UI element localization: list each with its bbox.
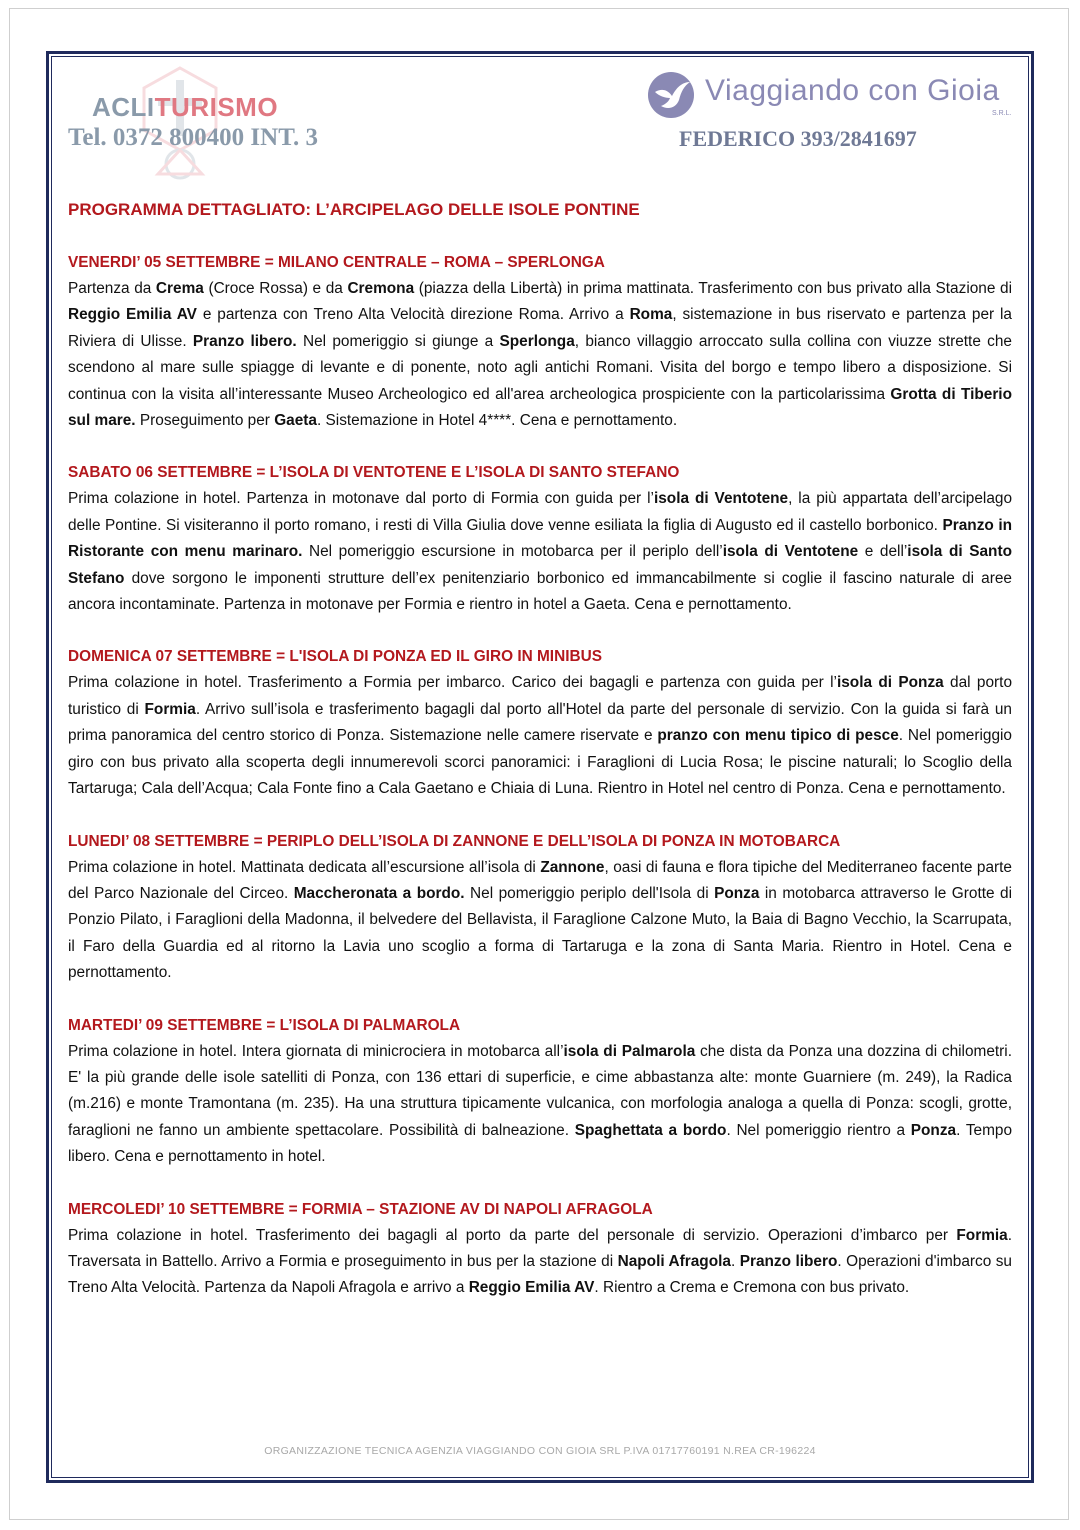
body-text: . Sistemazione in Hotel 4****. Cena e pernottamento. xyxy=(316,412,678,430)
acli-logo-part2: TURISMO xyxy=(154,92,279,122)
body-text: . Operazioni d'imbarco su Treno Alta Velocità. Partenza da Napoli Afragola e arrivo a xyxy=(68,1252,1012,1297)
body-text: (piazza della Libertà) in prima mattinata. Trasferimento con bus privato alla Stazione di xyxy=(414,280,1012,297)
body-text: , oasi di fauna e flora tipiche del Mediterraneo facente parte del Parco Nazionale del Circeo. xyxy=(68,858,1012,902)
highlight-text: Pranzo libero xyxy=(739,1252,838,1270)
body-text: Prima colazione in hotel. Partenza in motonave dal porto di Formia con guida per l’ xyxy=(68,490,654,508)
highlight-text: isola di Ventotene xyxy=(722,543,859,561)
body-text: , la più appartata dell’arcipelago delle Pontine. Si visiteranno il porto romano, i resti di Villa Giulia dove venne esiliata la figlia di Augusto ed il castello borbonico. xyxy=(68,490,1012,534)
highlight-text: pranzo con menu tipico di pesce xyxy=(657,727,899,745)
body-text: Nel pomeriggio si giunge a xyxy=(296,332,500,350)
highlight-text: Formia xyxy=(144,700,196,718)
body-text: , sistemazione in bus riservato e partenza per la Riviera di Ulisse. xyxy=(68,306,1012,350)
day-description xyxy=(68,1039,1012,1171)
body-text: e partenza con Treno Alta Velocità direzione Roma. Arrivo a xyxy=(196,306,630,324)
body-text: Nel pomeriggio periplo dell'Isola di xyxy=(464,884,715,902)
day-description xyxy=(68,276,1012,434)
day-title: SABATO 06 SETTEMBRE = L’ISOLA DI VENTOTENE E L’ISOLA DI SANTO STEFANO xyxy=(68,464,680,482)
day-title: VENERDI’ 05 SETTEMBRE = MILANO CENTRALE – ROMA – SPERLONGA xyxy=(68,254,605,271)
day-description xyxy=(68,855,1012,987)
highlight-text: Napoli Afragola xyxy=(617,1252,731,1270)
body-text: . xyxy=(730,1252,740,1270)
highlight-text: Reggio Emilia AV xyxy=(68,306,197,324)
highlight-text: Crema xyxy=(155,280,204,297)
highlight-text: Ponza xyxy=(714,884,760,902)
highlight-text: isola di Palmarola xyxy=(563,1042,696,1060)
body-text: (Croce Rossa) e da xyxy=(203,280,348,297)
highlight-text: isola di Ventotene xyxy=(653,490,789,508)
body-text: che dista da Ponza una dozzina di chilometri. E' la più grande delle isole satelliti di Ponza, con 136 ettari di superficie, e cime abbastanza alte: monte Guarniere (m. 249), la Radica (m.216) e monte Tramontana (m. 235). Ha una struttura tipicamente vulcanica, con morfologia analoga a quella di Ponza: scogli, grotte, faraglioni ne fanno un ambiente spettacolare. Possibilità di balneazione. xyxy=(68,1042,1013,1139)
highlight-text: Reggio Emilia AV xyxy=(468,1279,595,1297)
highlight-text: Zannone xyxy=(540,858,605,876)
highlight-text: Grotta di Tiberio sul mare. xyxy=(68,385,1012,430)
body-text: e dell’ xyxy=(858,543,908,561)
day-description xyxy=(68,486,1012,618)
highlight-text: Maccheronata a bordo. xyxy=(293,884,465,902)
highlight-text: Sperlonga xyxy=(499,332,575,350)
acli-turismo-logo xyxy=(92,92,278,123)
highlight-text: Gaeta xyxy=(274,412,317,430)
body-text: . Nel pomeriggio giro con bus privato alla scoperta degli innumerevoli scorci panoramici: i Faraglioni di Lucia Rosa; le piscine naturali; lo Scoglio della Tartaruga; Cala dell’Acqua; Cala Fonte fino a Cala Gaetano e Chiaia di Luna. Rientro in Hotel nel centro di Ponza. Cena e pernottamento. xyxy=(68,727,1012,798)
document-title: PROGRAMMA DETTAGLIATO: L’ARCIPELAGO DELLE ISOLE PONTINE xyxy=(68,200,640,219)
highlight-text: Pranzo in Ristorante con menu marinaro. xyxy=(68,516,1012,561)
body-text: . Arrivo sull’isola e trasferimento bagagli dal porto all'Hotel da parte del personale di servizio. Con la guida si farà un prima panoramica del centro storico di Ponza. Sistemazione nelle camere riservate e xyxy=(68,700,1012,745)
highlight-text: Ponza xyxy=(910,1121,957,1139)
highlight-text: Pranzo libero. xyxy=(192,332,297,350)
day-title: DOMENICA 07 SETTEMBRE = L'ISOLA DI PONZA ED IL GIRO IN MINIBUS xyxy=(68,648,602,666)
body-text: Prima colazione in hotel. Trasferimento a Formia per imbarco. Carico dei bagagli e partenza con guida per l’ xyxy=(68,674,837,692)
dove-icon xyxy=(646,70,696,120)
acli-logo-part1: ACLI xyxy=(92,92,155,122)
highlight-text: Roma xyxy=(629,306,673,324)
brand-name: Viaggiando con Gioia xyxy=(705,74,1000,107)
program-content xyxy=(68,197,1012,1328)
highlight-text: isola di Santo Stefano xyxy=(68,543,1012,587)
body-text: . Rientro a Crema e Cremona con bus privato. xyxy=(594,1279,910,1297)
day-description xyxy=(68,670,1012,802)
body-text: Prima colazione in hotel. Mattinata dedicata all’escursione all’isola di xyxy=(68,858,541,876)
highlight-text: Formia xyxy=(956,1226,1008,1244)
day-title: MERCOLEDI’ 10 SETTEMBRE = FORMIA – STAZIONE AV DI NAPOLI AFRAGOLA xyxy=(68,1200,653,1218)
highlight-text: isola di Ponza xyxy=(836,674,944,692)
brand-contact: FEDERICO 393/2841697 xyxy=(679,126,917,151)
body-text: dal porto turistico di xyxy=(68,674,1013,718)
body-text: Nel pomeriggio escursione in motobarca per il periplo dell’ xyxy=(302,543,723,561)
body-text: . Traversata in Battello. Arrivo a Formia e proseguimento in bus per la stazione di xyxy=(68,1226,1012,1270)
highlight-text: Spaghettata a bordo xyxy=(574,1121,727,1139)
highlight-text: Cremona xyxy=(347,280,415,297)
day-title: MARTEDI’ 09 SETTEMBRE = L’ISOLA DI PALMAROLA xyxy=(68,1016,461,1034)
brand-suffix: S.R.L. xyxy=(992,110,1012,117)
day-title: LUNEDI’ 08 SETTEMBRE = PERIPLO DELL’ISOLA DI ZANNONE E DELL’ISOLA DI PONZA IN MOTOBARCA xyxy=(68,832,841,850)
body-text: Partenza da xyxy=(68,280,156,297)
body-text: , bianco villaggio arroccato sulla collina con viuzze strette che scendono al mare sulle spiagge di levante e di ponente, noto agli antichi Romani. Visita del borgo e tempo libero a disposizione. Si continua con la visita all’interessante Museo Archeologico ed all'area archeologica prospiciente con la particolarissima xyxy=(68,332,1012,403)
body-text: . Tempo libero. Cena e pernottamento in hotel. xyxy=(68,1121,1013,1166)
body-text: Prima colazione in hotel. Intera giornata di minicrociera in motobarca all’ xyxy=(68,1042,564,1060)
acli-phone: Tel. 0372 800400 INT. 3 xyxy=(68,124,319,151)
body-text: Prima colazione in hotel. Trasferimento dei bagagli al porto da parte del personale di servizio. Operazioni d’imbarco per xyxy=(68,1226,957,1244)
body-text: in motobarca attraverso le Grotte di Ponzio Pilato, i Faraglioni della Madonna, il belvedere del Bellavista, il Faraglione Calzone Muto, la Baia di Bagno Vecchio, la Scarrupata, il Faro della Guardia ed al ritorno la Lavia uno scoglio a forma di Tartaruga e la zona di Santa Maria. Rientro in Hotel. Cena e pernottamento. xyxy=(68,884,1012,982)
body-text: Proseguimento per xyxy=(135,412,275,430)
body-text: . Nel pomeriggio rientro a xyxy=(726,1121,911,1139)
footer-legal-text: ORGANIZZAZIONE TECNICA AGENZIA VIAGGIANDO CON GIOIA SRL P.IVA 01717760191 N.REA CR-196224 xyxy=(264,1445,816,1457)
day-description xyxy=(68,1223,1012,1302)
body-text: dove sorgono le imponenti strutture dell’ex penitenziario borbonico ed immancabilmente si coglie il fascino naturale di aree ancora incontaminate. Partenza in motonave per Formia e rientro in hotel a Gaeta. Cena e pernottamento. xyxy=(68,569,1012,614)
viaggiando-con-gioia-logo xyxy=(646,70,1016,122)
